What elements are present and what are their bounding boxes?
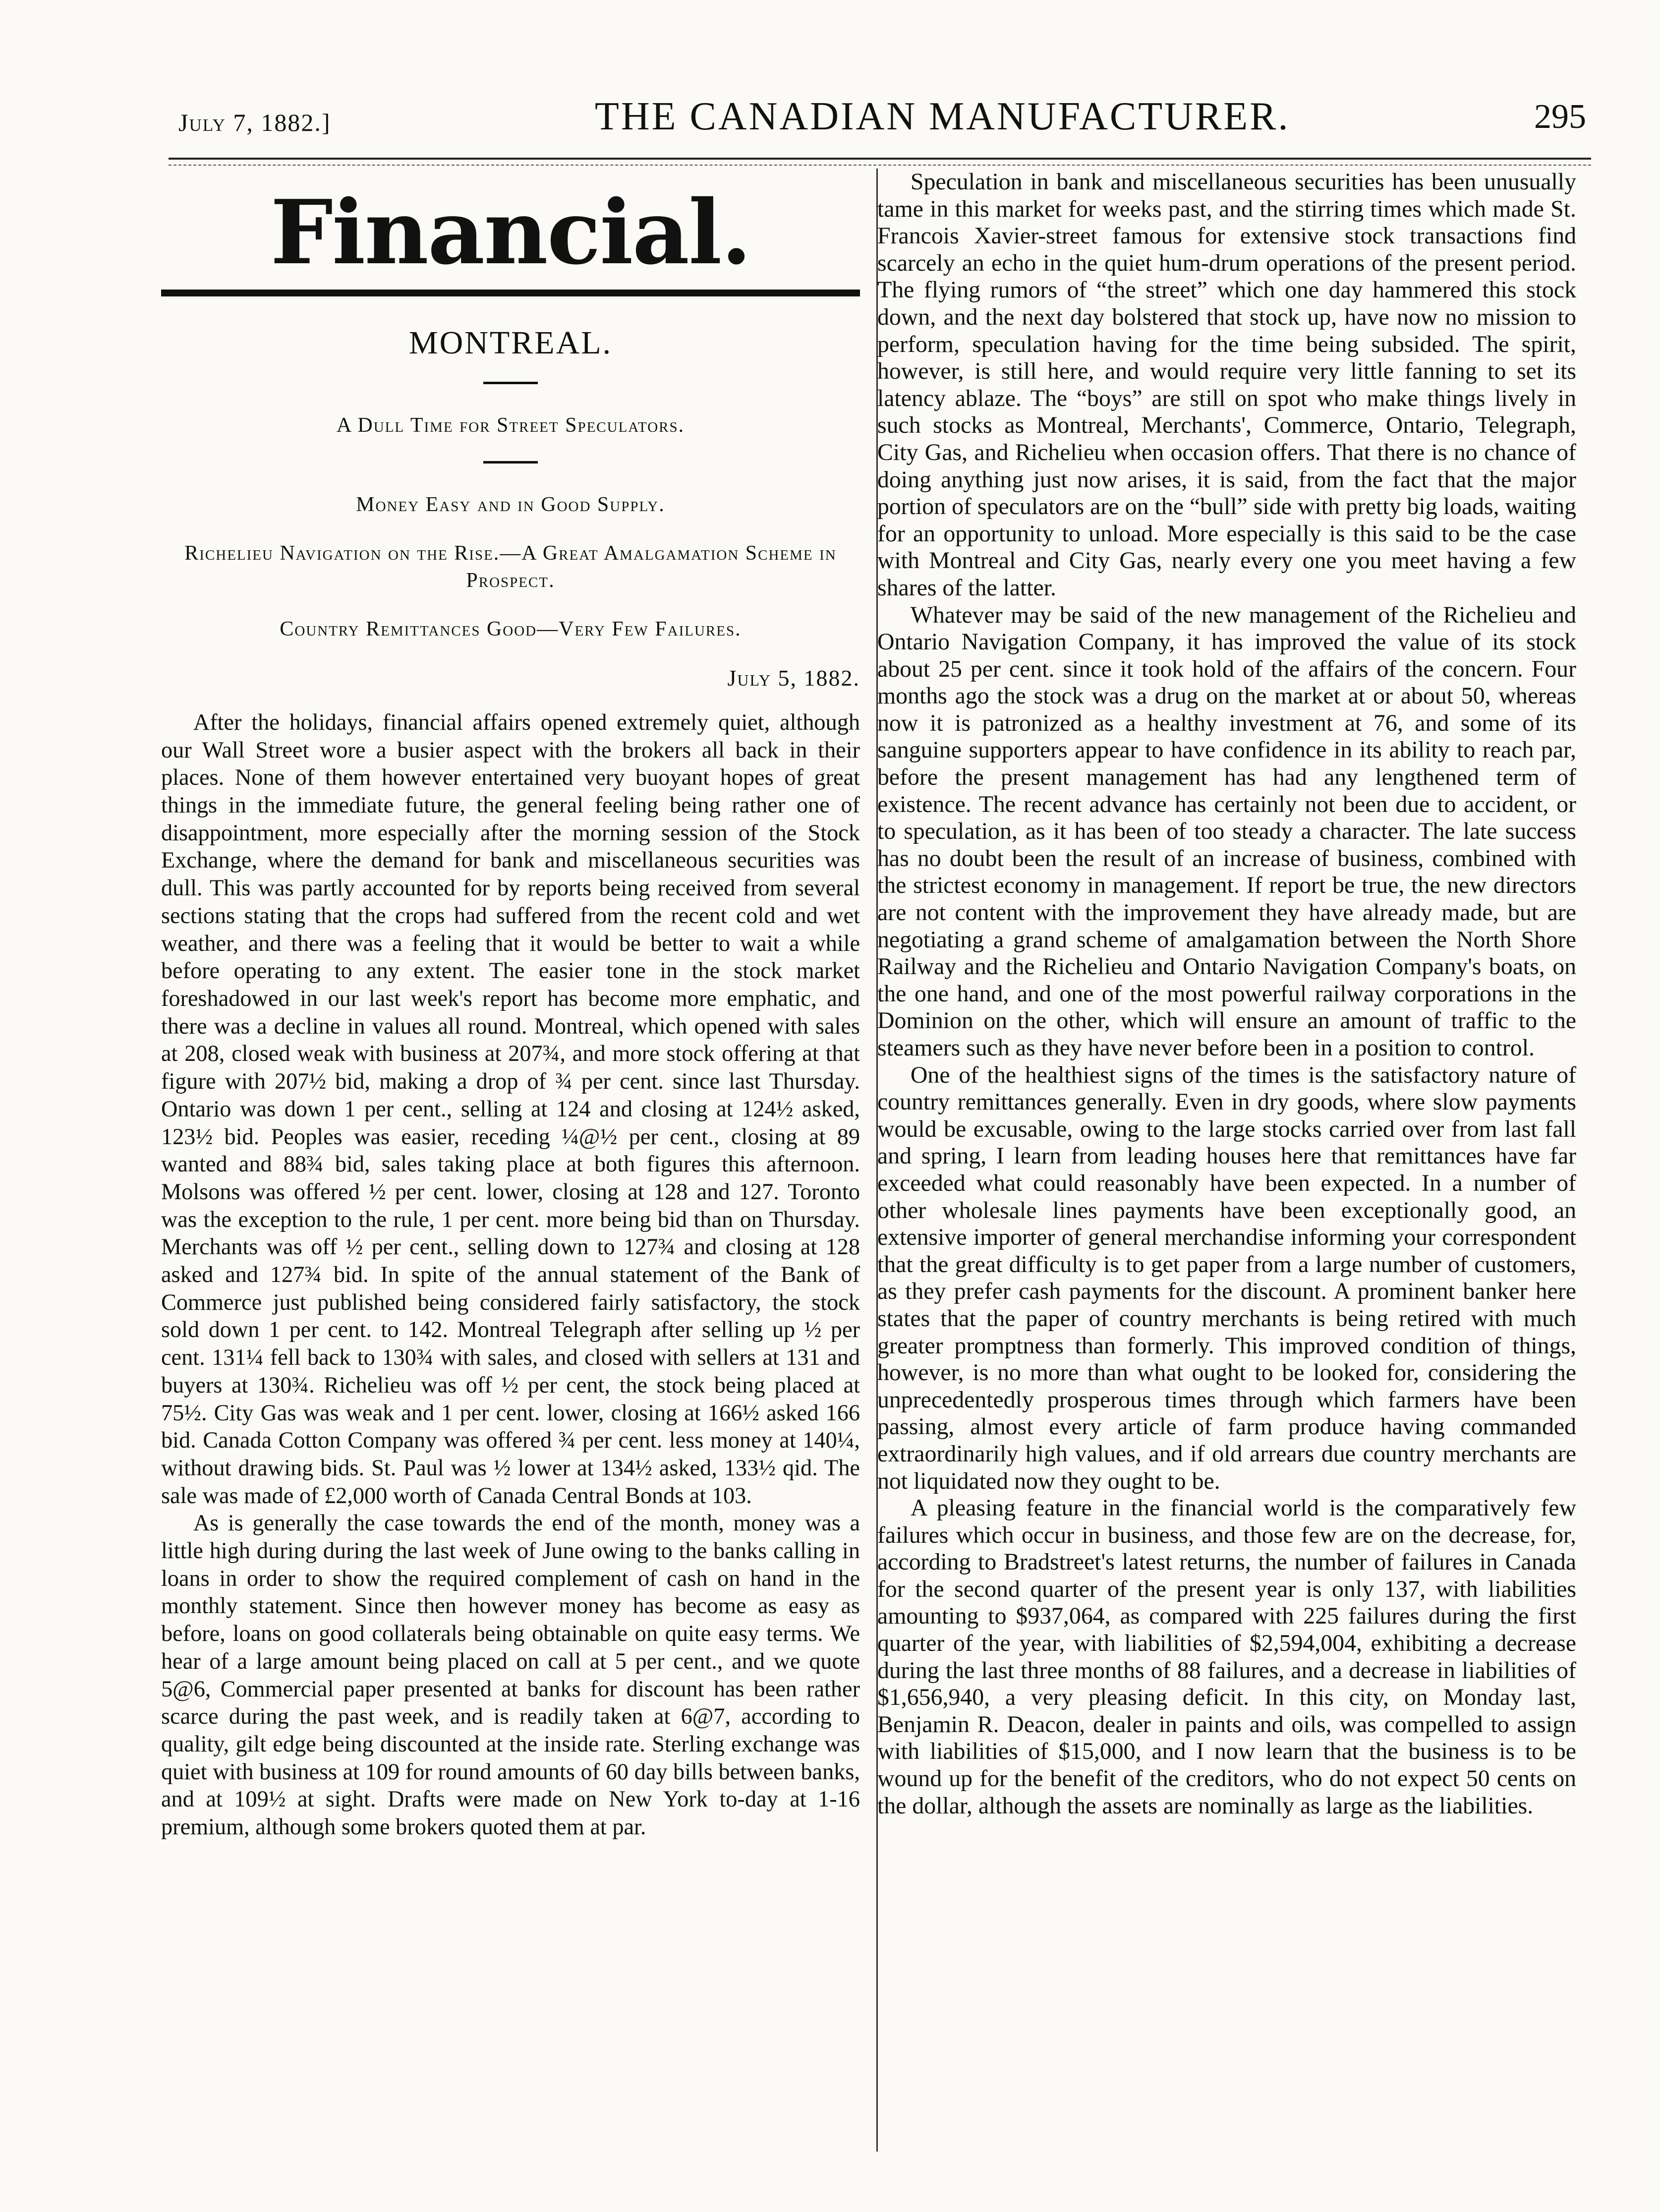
right-column: [877, 169, 1576, 1819]
section-title: Financial.: [270, 180, 751, 284]
paragraph: One of the healthiest signs of the times is the satisfactory nature of country remittances generally. Even in dry goods, where slow payments would be excusable, owing to the large stocks carried over from last fall and spring, I learn from leading houses here that remittances have far exceeded what could reasonably have been expected. In a number of other wholesale lines payments have been exceptionally good, an extensive importer of general merchandise informing your correspondent that the great difficulty is to get paper from a large number of customers, as they prefer cash payments for the discount. A prominent banker here states that the paper of country merchants is being retired with much greater promptness than formerly. This improved condition of things, however, is no more than what ought to be looked for, considering the unprecedentedly prosperous times through which farmers have been passing, almost every article of farm produce having commanded extraordinarily high values, and if old arrears due country merchants are not liquidated now they ought to be.: [877, 1061, 1576, 1494]
subhead: Money Easy and in Good Supply.: [356, 493, 665, 516]
dateline: July 5, 1882.: [727, 665, 860, 691]
publication-title: THE CANADIAN MANUFACTURER.: [595, 95, 1290, 138]
paragraph: After the holidays, financial affairs opened extremely quiet, although our Wall Street wore a busier aspect with the brokers all back in their places. None of them however entertained very buoyant hopes of great things in the immediate future, the general feeling being rather one of disappointment, more especially after the morning session of the Stock Exchange, where the demand for bank and miscellaneous securities was dull. This was partly accounted for by reports being received from several sections stating that the crops had suffered from the recent cold and wet weather, and there was a feeling that it would be better to wait a while before operating to any extent. The easier tone in the stock market foreshadowed in our last week's report has become more emphatic, and there was a decline in values all round. Montreal, which opened with sales at 208, closed weak with business at 207¾, and more stock offering at that figure with 207½ bid, making a drop of ¾ per cent. since last Thursday. Ontario was down 1 per cent., selling at 124 and closing at 124½ asked, 123½ bid. Peoples was easier, receding ¼@½ per cent., closing at 89 wanted and 88¾ bid, sales taking place at both figures this afternoon. Molsons was offered ½ per cent. lower, closing at 128 and 127. Toronto was the exception to the rule, 1 per cent. more being bid than on Thursday. Merchants was off ½ per cent., selling down to 127¾ and closing at 128 asked and 127¾ bid. In spite of the annual statement of the Bank of Commerce just published being considered fairly satisfactory, the stock sold down 1 per cent. to 142. Montreal Telegraph after selling up ½ per cent. 131¼ fell back to 130¾ with sales, and closed with sellers at 131 and buyers at 130¾. Richelieu was off ½ per cent, the stock being placed at 75½. City Gas was weak and 1 per cent. lower, closing at 166½ asked 166 bid. Canada Cotton Company was offered ¾ per cent. less money at 140¼, without drawing bids. St. Paul was ½ lower at 134½ asked, 133½ qid. The sale was made of £2,000 worth of Canada Central Bonds at 103.: [161, 709, 860, 1509]
paragraph: Whatever may be said of the new management of the Richelieu and Ontario Navigation Company, it has improved the value of its stock about 25 per cent. since it took hold of the affairs of the concern. Four months ago the stock was a drug on the market at or about 50, whereas now it is patronized as a healthy investment at 76, and some of its sanguine supporters appear to have confidence in its ability to reach par, before the present management has had any lengthened term of existence. The recent advance has certainly not been due to accident, or to speculation, as it has been of too steady a character. The late success has no doubt been the result of an increase of business, combined with the strictest economy in management. If report be true, the new directors are not content with the improvement they have already made, but are negotiating a grand scheme of amalgamation between the North Shore Railway and the Richelieu and Ontario Navigation Company's boats, on the one hand, and one of the most powerful railway corporations in the Dominion on the other, which will ensure an amount of traffic to the steamers such as they have never before been in a position to control.: [877, 601, 1576, 1061]
article-body-left: [161, 709, 860, 1841]
subhead: Richelieu Navigation on the Rise.—A Great Amalgamation Scheme in Prospect.: [184, 542, 837, 592]
section-rule: [161, 290, 860, 296]
divider-rule: [483, 382, 538, 384]
divider-rule: [483, 461, 538, 464]
running-head: [178, 94, 1586, 149]
left-column: [161, 169, 860, 1841]
subhead: Country Remittances Good—Very Few Failures.: [280, 618, 742, 641]
paragraph: Speculation in bank and miscellaneous securities has been unusually tame in this market for weeks past, and the stirring times which made St. Francois Xavier-street famous for extensive stock transactions find scarcely an echo in the quiet hum-drum operations of the present period. The flying rumors of “the street” which one day hammered this stock down, and the next day bolstered that stock up, have now no mission to perform, speculation having for the time being subsided. The spirit, however, is still here, and would require very little fanning to set its latency ablaze. The “boys” are still on spot who make things lively in such stocks as Montreal, Merchants', Commerce, Ontario, Telegraph, City Gas, and Richelieu when occasion offers. That there is no chance of doing anything just now arises, it is said, from the fact that the major portion of speculators are on the “bull” side with pretty big loads, waiting for an opportunity to unload. More especially is this said to be the case with Montreal and City Gas, nearly every one you meet having a few shares of the latter.: [877, 169, 1576, 601]
article-body-right: [877, 169, 1576, 1819]
issue-date: July 7, 1882.]: [178, 109, 331, 136]
subhead: A Dull Time for Street Speculators.: [336, 414, 685, 437]
paragraph: A pleasing feature in the financial world is the comparatively few failures which occur in business, and those few are on the decrease, for, according to Bradstreet's latest returns, the number of failures in Canada for the second quarter of the present year is only 137, with liabilities amounting to $937,064, as compared with 225 failures during the first quarter of the year, with liabilities of $2,594,004, exhibiting a decrease during the last three months of 88 failures, and a decrease in liabilities of $1,656,940, a very pleasing deficit. In this city, on Monday last, Benjamin R. Deacon, dealer in paints and oils, was compelled to assign with liabilities of $15,000, and I now learn that the business is to be wound up for the benefit of the creditors, who do not expect 50 cents on the dollar, although the assets are nominally as large as the liabilities.: [877, 1495, 1576, 1819]
city-heading: MONTREAL.: [408, 325, 613, 361]
page-number: 295: [1534, 98, 1586, 136]
header-rule: [169, 158, 1591, 166]
paragraph: As is generally the case towards the end of the month, money was a little high during during the last week of June owing to the banks calling in loans in order to show the required complement of cash on hand in the monthly statement. Since then however money has become as easy as before, loans on good collaterals being obtainable on quite easy terms. We hear of a large amount being placed on call at 5 per cent., and we quote 5@6, Commercial paper presented at banks for discount has been rather scarce during the past week, and is readily taken at 6@7, according to quality, gilt edge being discounted at the inside rate. Sterling exchange was quiet with business at 109 for round amounts of 60 day bills between banks, and at 109½ at sight. Drafts were made on New York to-day at 1-16 premium, although some brokers quoted them at par.: [161, 1511, 860, 1840]
